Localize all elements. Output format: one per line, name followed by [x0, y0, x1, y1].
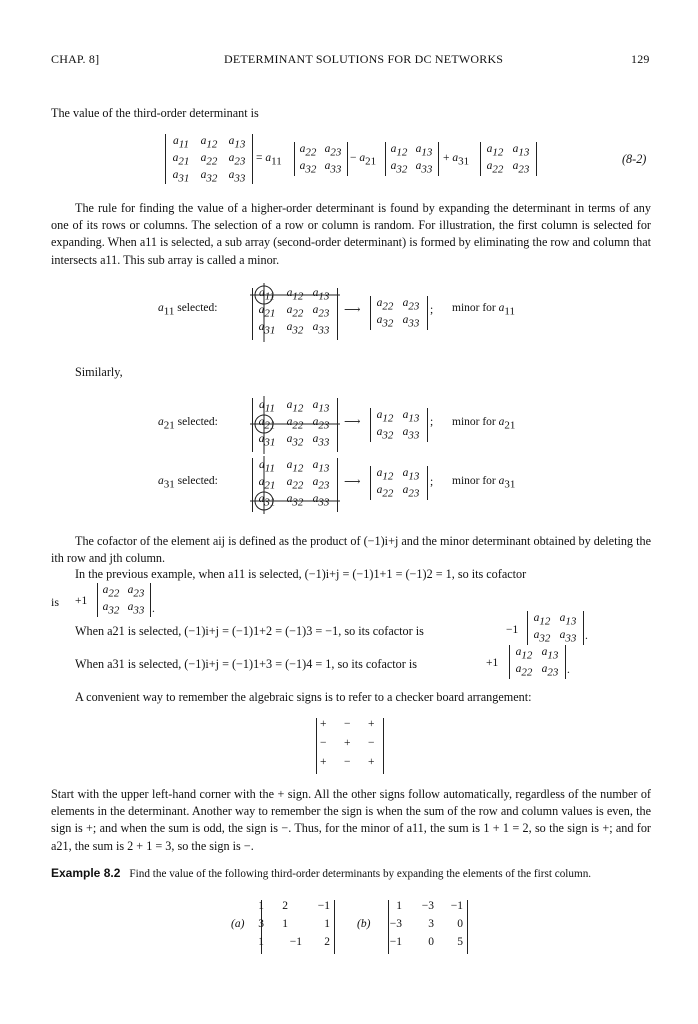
when-a31-line: When a31 is selected, (−1)i+j = (−1)1+3 = (−1)4 = 1, so its cofactor is — [75, 657, 417, 671]
sign-paragraph: Start with the upper left-hand corner with the + sign. All the other signs follow automatically, regardless of the number of elements in the determinant. Another way to remember the sign is when the sum of the row and column values is even, the sign is +; and when the sum is odd, the sign is −. Thus, for the minor of a11, the sum is 1 + 1 = 2, so the sign is +; and for a21, the sum is 2 + 1 = 3, so the sign is −. — [51, 787, 651, 853]
example-text: Find the value of the following third-order determinants by expanding the elements of the first column. — [129, 868, 592, 880]
running-header-title: DETERMINANT SOLUTIONS FOR DC NETWORKS — [224, 52, 504, 66]
cofactor-paragraph: The cofactor of the element aij is defined as the product of (−1)i+j and the minor determinant obtained by deleting the ith row and jth column. — [51, 534, 651, 566]
checker-intro: A convenient way to remember the algebraic signs is to refer to a checker board arrangement: — [75, 690, 532, 704]
running-header-chapter: CHAP. 8] — [51, 52, 100, 66]
when-a21-line: When a21 is selected, (−1)i+j = (−1)1+2 = (−1)3 = −1, so its cofactor is — [75, 624, 424, 638]
intro-text: The value of the third-order determinant is — [51, 106, 259, 120]
page-number: 129 — [631, 52, 650, 66]
equation-number: (8-2) — [622, 152, 647, 166]
similarly-text: Similarly, — [75, 365, 123, 379]
example-label: Example 8.2 — [51, 866, 121, 880]
example-heading — [51, 866, 591, 881]
rule-paragraph: The rule for finding the value of a higher-order determinant is found by expanding the determinant in terms of any one of its rows or columns. The selection of a row or column is random. For illustration, the first column is selected for expanding. When a11 is selected, a sub array (second-order determinant) is formed by eliminating the row and column that intersects a11. This sub array is called a minor. — [51, 201, 651, 267]
example-line: In the previous example, when a11 is selected, (−1)i+j = (−1)1+1 = (−1)2 = 1, so its cofactor — [75, 567, 527, 581]
